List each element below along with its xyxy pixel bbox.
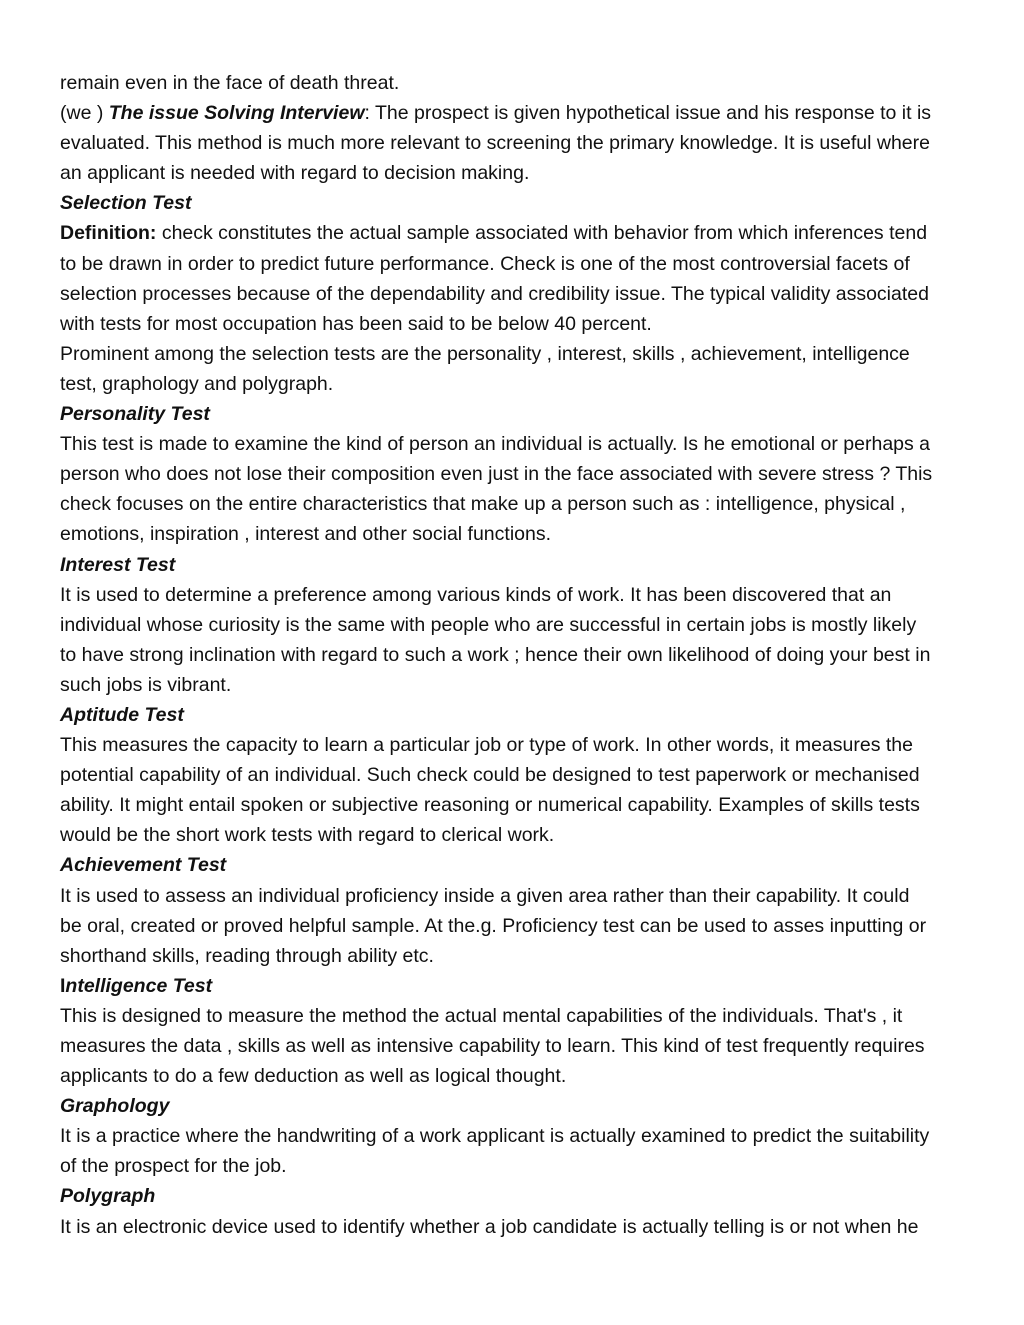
polygraph-heading: Polygraph	[60, 1185, 156, 1208]
problem-interview-text: : The prospect is given hypothetical issue and his response to it is	[364, 102, 932, 125]
aptitude-test-line-1: This measures the capacity to learn a particular job or type of work. In other words, it measures the	[60, 734, 913, 757]
personality-test-line-1: This test is made to examine the kind of person an individual is actually. Is he emotional or perhaps a	[60, 433, 931, 456]
graphology-line-1: It is a practice where the handwriting of a work applicant is actually examined to predict the suitability	[60, 1125, 930, 1148]
intelligence-heading-rest: ntelligence Test	[65, 974, 213, 997]
problem-interview-title: The issue Solving Interview	[108, 102, 365, 125]
graphology-line-2: of the prospect for the job.	[60, 1155, 287, 1178]
aptitude-test-heading: Aptitude Test	[60, 703, 184, 726]
definition-text: check constitutes the actual sample associated with behavior from which inferences tend	[156, 222, 928, 245]
definition-label: Definition:	[60, 222, 157, 245]
document-page	[60, 68, 964, 1242]
intro-text: remain even in the face of death threat.	[60, 72, 400, 94]
selection-test-heading: Selection Test	[60, 192, 192, 215]
intelligence-test-heading	[60, 971, 964, 1001]
selection-test-line-6: test, graphology and polygraph.	[60, 372, 334, 395]
selection-test-line-4: with tests for most occupation has been said to be below 40 percent.	[60, 312, 652, 335]
intelligence-heading-initial: I	[60, 974, 66, 997]
problem-interview-line-3: an applicant is needed with regard to decision making.	[60, 162, 530, 185]
graphology-heading: Graphology	[60, 1095, 170, 1118]
interest-test-line-4: such jobs is vibrant.	[60, 673, 232, 696]
problem-interview-line-1	[60, 98, 964, 128]
intelligence-test-line-2: measures the data , skills as well as intensive capability to learn. This kind of test frequently requires	[60, 1035, 925, 1057]
intelligence-test-line-1: This is designed to measure the method the actual mental capabilities of the individuals. That's , it	[60, 1004, 903, 1027]
personality-test-line-4: emotions, inspiration , interest and other social functions.	[60, 523, 552, 546]
polygraph-line-1: It is an electronic device used to identify whether a job candidate is actually telling is or not when he	[60, 1215, 919, 1238]
selection-test-line-1	[60, 218, 964, 248]
personality-test-line-3: check focuses on the entire characteristics that make up a person such as : intelligence, physical ,	[60, 493, 906, 516]
aptitude-test-line-3: ability. It might entail spoken or subjective reasoning or numerical capability. Examples of skills tests	[60, 794, 920, 817]
achievement-test-line-2: be oral, created or proved helpful sample. At the.g. Proficiency test can be used to asses inputting or	[60, 914, 927, 937]
intelligence-test-line-3: applicants to do a few deduction as well as logical thought.	[60, 1065, 567, 1088]
problem-interview-prefix: (we )	[60, 102, 109, 125]
problem-interview-line-2: evaluated. This method is much more relevant to screening the primary knowledge. It is useful where	[60, 132, 930, 155]
interest-test-line-3: to have strong inclination with regard to such a work ; hence their own likelihood of doing your best in	[60, 643, 931, 666]
personality-test-heading: Personality Test	[60, 403, 210, 426]
selection-test-line-5: Prominent among the selection tests are the personality , interest, skills , achievement, intelligence	[60, 342, 910, 365]
aptitude-test-line-4: would be the short work tests with regard to clerical work.	[60, 824, 555, 847]
selection-test-line-2: to be drawn in order to predict future performance. Check is one of the most controversial facets of	[60, 252, 910, 275]
selection-test-line-3: selection processes because of the dependability and credibility issue. The typical validity associated	[60, 282, 929, 305]
aptitude-test-line-2: potential capability of an individual. Such check could be designed to test paperwork or mechanised	[60, 764, 920, 787]
personality-test-line-2: person who does not lose their composition even just in the face associated with severe stress ? This	[60, 463, 933, 486]
interest-test-line-2: individual whose curiosity is the same with people who are successful in certain jobs is mostly likely	[60, 613, 917, 636]
achievement-test-line-3: shorthand skills, reading through ability etc.	[60, 944, 434, 967]
interest-test-heading: Interest Test	[60, 553, 176, 576]
achievement-test-line-1: It is used to assess an individual proficiency inside a given area rather than their capability. It could	[60, 884, 910, 907]
achievement-test-heading: Achievement Test	[60, 854, 227, 877]
interest-test-line-1: It is used to determine a preference among various kinds of work. It has been discovered that an	[60, 583, 892, 606]
intro-line	[60, 68, 964, 98]
